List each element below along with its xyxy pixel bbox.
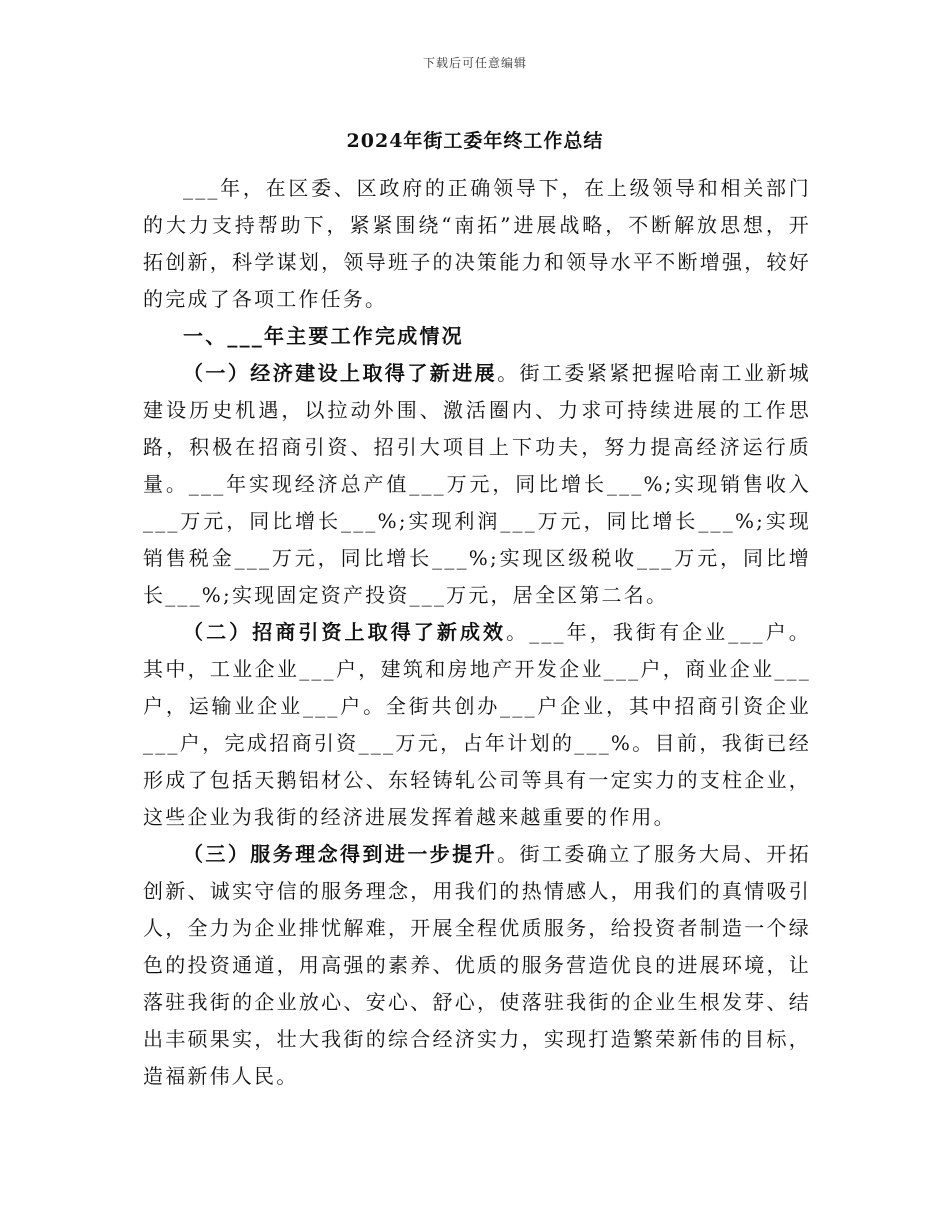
paragraph-investment xyxy=(143,614,811,836)
document-body xyxy=(143,170,811,1095)
section-heading: 一、___年主要工作完成情况 xyxy=(183,324,464,348)
intro-paragraph: ___年，在区委、区政府的正确领导下，在上级领导和相关部门的大力支持帮助下，紧紧围绕“南拓”进展战略，不断解放思想，开拓创新，科学谋划，领导班子的决策能力和领导水平不断增强，较好的完成了各项工作任务。 xyxy=(143,176,811,311)
paragraph-text: 。街工委紧紧把握哈南工业新城建设历史机遇，以拉动外围、激活圈内、力求可持续进展的工作思路，积极在招商引资、招引大项目上下功夫，努力提高经济运行质量。___年实现经济总产值___万元，同比增长___%;实现销售收入___万元，同比增长___%;实现利润___万元，同比增长___%;实现销售税金___万元，同比增长___%;实现区级税收___万元，同比增长___%;实现固定资产投资___万元，居全区第二名。 xyxy=(143,361,811,607)
page-header-note: 下载后可任意编辑 xyxy=(422,56,527,70)
paragraph-service xyxy=(143,836,811,1095)
paragraph-lead: （一）经济建设上取得了新进展 xyxy=(183,361,498,385)
paragraph-lead: （二）招商引资上取得了新成效 xyxy=(183,620,507,644)
paragraph-economy xyxy=(143,355,811,614)
paragraph-lead: （三）服务理念得到进一步提升 xyxy=(183,842,498,866)
document-title: 2024年街工委年终工作总结 xyxy=(346,130,604,152)
paragraph-text: 。街工委确立了服务大局、开拓创新、诚实守信的服务理念，用我们的热情感人，用我们的真情吸引人，全力为企业排忧解难，开展全程优质服务，给投资者制造一个绿色的投资通道，用高强的素养、优质的服务营造优良的进展环境，让落驻我街的企业放心、安心、舒心，使落驻我街的企业生根发芽、结出丰硕果实，壮大我街的综合经济实力，实现打造繁荣新伟的目标，造福新伟人民。 xyxy=(143,842,811,1088)
paragraph-text: 。___年，我街有企业___户。其中，工业企业___户，建筑和房地产开发企业___户，商业企业___户，运输业企业___户。全街共创办___户企业，其中招商引资企业___户，完成招商引资___万元，占年计划的___%。目前，我街已经形成了包括天鹅铝材公、东轻铸轧公司等具有一定实力的支柱企业，这些企业为我街的经济进展发挥着越来越重要的作用。 xyxy=(143,620,811,829)
